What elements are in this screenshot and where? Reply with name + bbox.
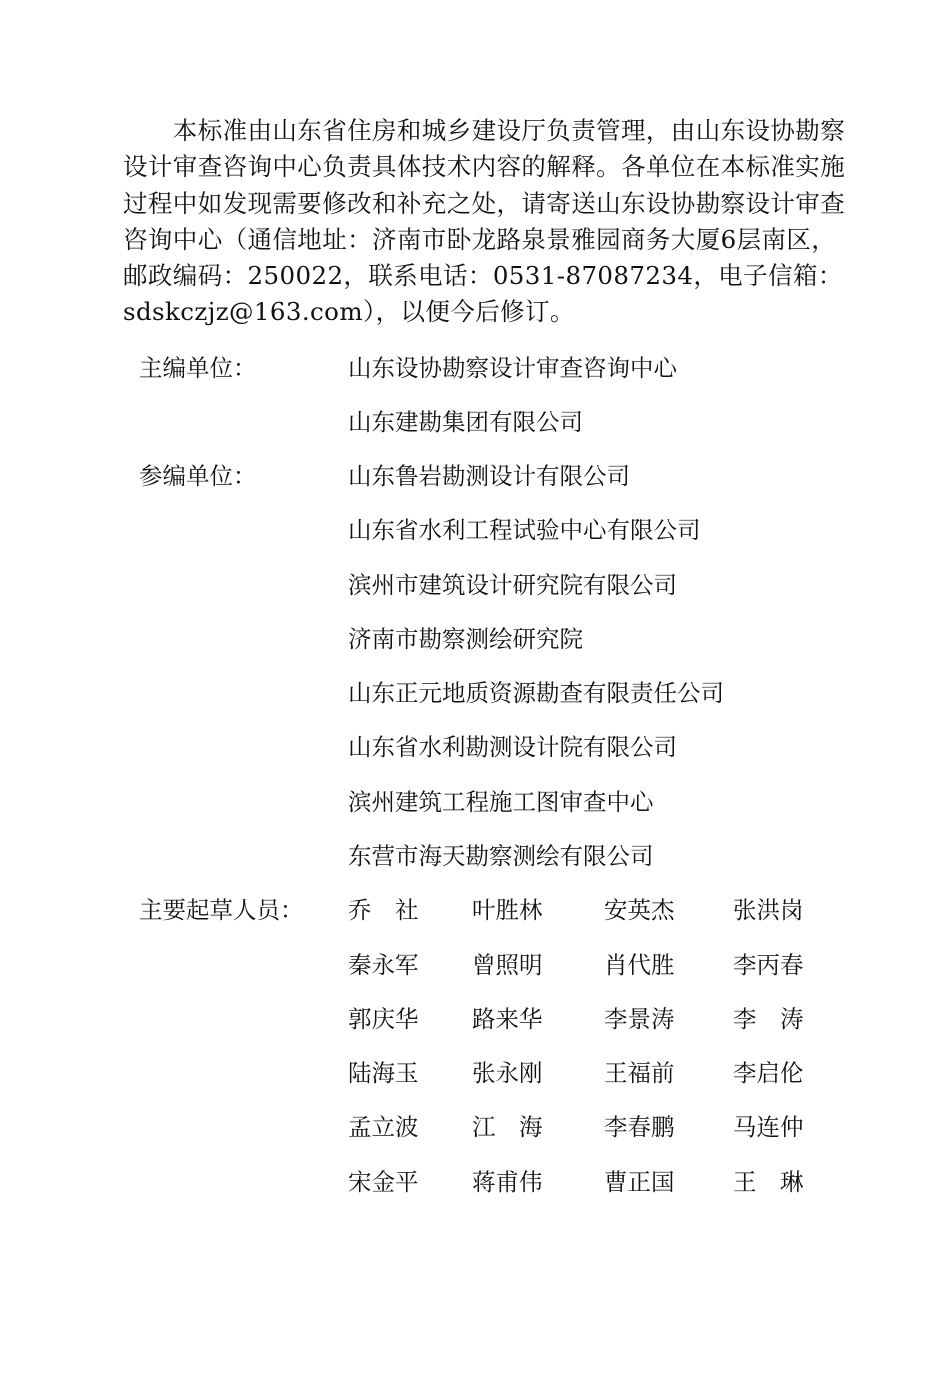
intro-line: sdskczjz@163.com），以便今后修订。 xyxy=(123,297,575,327)
participating-unit: 山东省水利勘测设计院有限公司 xyxy=(348,733,677,761)
intro-line: 设计审查咨询中心负责具体技术内容的解释。各单位在本标准实施 xyxy=(123,152,846,182)
drafters-label: 主要起草人员： xyxy=(139,896,304,924)
participating-unit: 山东正元地质资源勘查有限责任公司 xyxy=(348,679,724,707)
participating-unit: 济南市勘察测绘研究院 xyxy=(348,625,583,653)
drafter-name: 王 琳 xyxy=(733,1168,804,1196)
drafter-name: 张永刚 xyxy=(472,1059,543,1087)
intro-line: 本标准由山东省住房和城乡建设厅负责管理，由山东设协勘察 xyxy=(123,116,846,145)
intro-line: 咨询中心（通信地址：济南市卧龙路泉景雅园商务大厦6层南区， xyxy=(123,224,837,254)
chief-editor-unit: 山东建勘集团有限公司 xyxy=(348,408,583,436)
chief-editor-label: 主编单位： xyxy=(139,354,257,382)
drafter-name: 孟立波 xyxy=(348,1113,419,1141)
drafter-name: 曾照明 xyxy=(472,951,543,979)
drafter-name: 肖代胜 xyxy=(604,951,675,979)
drafters-row xyxy=(0,945,950,985)
intro-paragraph xyxy=(123,113,863,331)
participating-unit: 山东省水利工程试验中心有限公司 xyxy=(348,516,701,544)
drafters-row xyxy=(0,999,950,1039)
participating-label: 参编单位： xyxy=(139,462,257,490)
drafter-name: 李春鹏 xyxy=(604,1113,675,1141)
drafter-name: 路来华 xyxy=(472,1005,543,1033)
participating-unit: 滨州建筑工程施工图审查中心 xyxy=(348,788,654,816)
drafter-name: 蒋甫伟 xyxy=(472,1168,543,1196)
participating-unit: 山东鲁岩勘测设计有限公司 xyxy=(348,462,630,490)
drafter-name: 李 涛 xyxy=(733,1005,804,1033)
drafters-row xyxy=(0,890,950,930)
drafter-name: 张洪岗 xyxy=(733,896,804,924)
intro-line: 邮政编码：250022，联系电话：0531-87087234，电子信箱： xyxy=(123,261,843,291)
drafter-name: 郭庆华 xyxy=(348,1005,419,1033)
drafter-name: 王福前 xyxy=(604,1059,675,1087)
drafter-name: 安英杰 xyxy=(604,896,675,924)
drafter-name: 乔 社 xyxy=(348,896,419,924)
drafter-name: 李景涛 xyxy=(604,1005,675,1033)
drafter-name: 马连仲 xyxy=(733,1113,804,1141)
drafter-name: 江 海 xyxy=(472,1113,543,1141)
participating-unit: 滨州市建筑设计研究院有限公司 xyxy=(348,571,677,599)
drafters-row xyxy=(0,1162,950,1202)
drafter-name: 叶胜林 xyxy=(472,896,543,924)
chief-editor-unit: 山东设协勘察设计审查咨询中心 xyxy=(348,354,677,382)
drafter-name: 李启伦 xyxy=(733,1059,804,1087)
drafter-name: 曹正国 xyxy=(604,1168,675,1196)
intro-line: 过程中如发现需要修改和补充之处，请寄送山东设协勘察设计审查 xyxy=(123,188,846,218)
drafter-name: 秦永军 xyxy=(348,951,419,979)
drafters-row xyxy=(0,1107,950,1147)
drafter-name: 宋金平 xyxy=(348,1168,419,1196)
drafter-name: 陆海玉 xyxy=(348,1059,419,1087)
drafters-row xyxy=(0,1053,950,1093)
participating-unit: 东营市海天勘察测绘有限公司 xyxy=(348,842,654,870)
drafter-name: 李丙春 xyxy=(733,951,804,979)
